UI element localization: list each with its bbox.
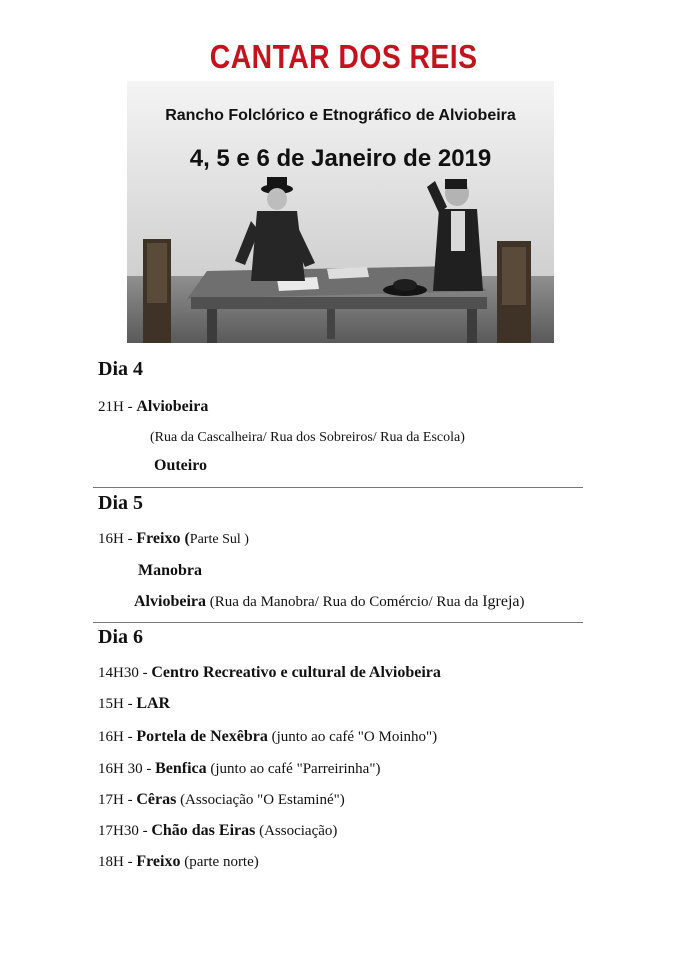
entry-place: Freixo	[136, 853, 181, 870]
list-item	[98, 728, 437, 746]
divider	[93, 622, 583, 623]
poster-photo	[127, 81, 554, 343]
entry-detail: Parte Sul )	[189, 532, 249, 547]
entry-place: Cêras	[136, 791, 177, 808]
entry-place: Outeiro	[154, 457, 208, 474]
entry-place: Chão das Eiras	[151, 822, 256, 839]
entry-time: 18H -	[98, 854, 137, 870]
entry-time: 16H -	[98, 729, 137, 745]
entry-detail-tail: )	[519, 594, 525, 610]
entry-time: 16H 30 -	[98, 761, 156, 777]
list-item	[134, 593, 525, 611]
entry-place: Centro Recreativo e cultural de Alviobeira	[151, 664, 441, 681]
list-item	[98, 822, 337, 840]
entry-time: 17H -	[98, 792, 137, 808]
entry-time: 16H -	[98, 531, 137, 547]
entry-place: Manobra	[138, 562, 202, 579]
list-item	[98, 530, 249, 548]
entry-place: LAR	[136, 695, 171, 712]
list-item	[98, 791, 345, 809]
divider	[93, 487, 583, 488]
entry-place: Portela de Nexêbra	[136, 728, 268, 745]
list-item	[138, 562, 202, 580]
entry-time: 21H -	[98, 399, 137, 415]
poster-title: CANTAR DOS REIS	[209, 38, 478, 75]
entry-place: Alviobeira	[136, 398, 209, 415]
list-item	[98, 398, 208, 416]
entry-detail: (junto ao café "O Moinho")	[267, 729, 438, 745]
entry-detail: (Rua da Manobra/ Rua do Comércio/ Rua da	[206, 594, 483, 610]
entry-time: 15H -	[98, 696, 137, 712]
entry-detail: (parte norte)	[180, 854, 259, 870]
list-item	[98, 853, 259, 871]
entry-place: Freixo (	[136, 530, 190, 547]
list-item	[98, 760, 380, 778]
day-5-heading: Dia 5	[98, 492, 143, 514]
poster-dates: 4, 5 e 6 de Janeiro de 2019	[189, 145, 492, 172]
entry-time: 17H30 -	[98, 823, 152, 839]
entry-detail: (Associação)	[255, 823, 338, 839]
list-item	[98, 664, 441, 682]
day-4-heading: Dia 4	[98, 358, 143, 380]
entry-detail: (junto ao café "Parreirinha")	[206, 761, 381, 777]
entry-time: 14H30 -	[98, 665, 152, 681]
list-item	[154, 457, 207, 475]
list-item	[98, 695, 170, 713]
entry-place: Benfica	[155, 760, 207, 777]
entry-detail: (Rua da Cascalheira/ Rua dos Sobreiros/ Rua da Escola)	[150, 430, 465, 445]
entry-place: Alviobeira	[134, 593, 206, 610]
poster-subtitle: Rancho Folclórico e Etnográfico de Alviobeira	[165, 107, 516, 124]
day-6-heading: Dia 6	[98, 626, 143, 648]
list-item	[150, 429, 465, 446]
entry-detail-extra: Igreja	[482, 593, 520, 610]
entry-detail: (Associação "O Estaminé")	[176, 792, 345, 808]
